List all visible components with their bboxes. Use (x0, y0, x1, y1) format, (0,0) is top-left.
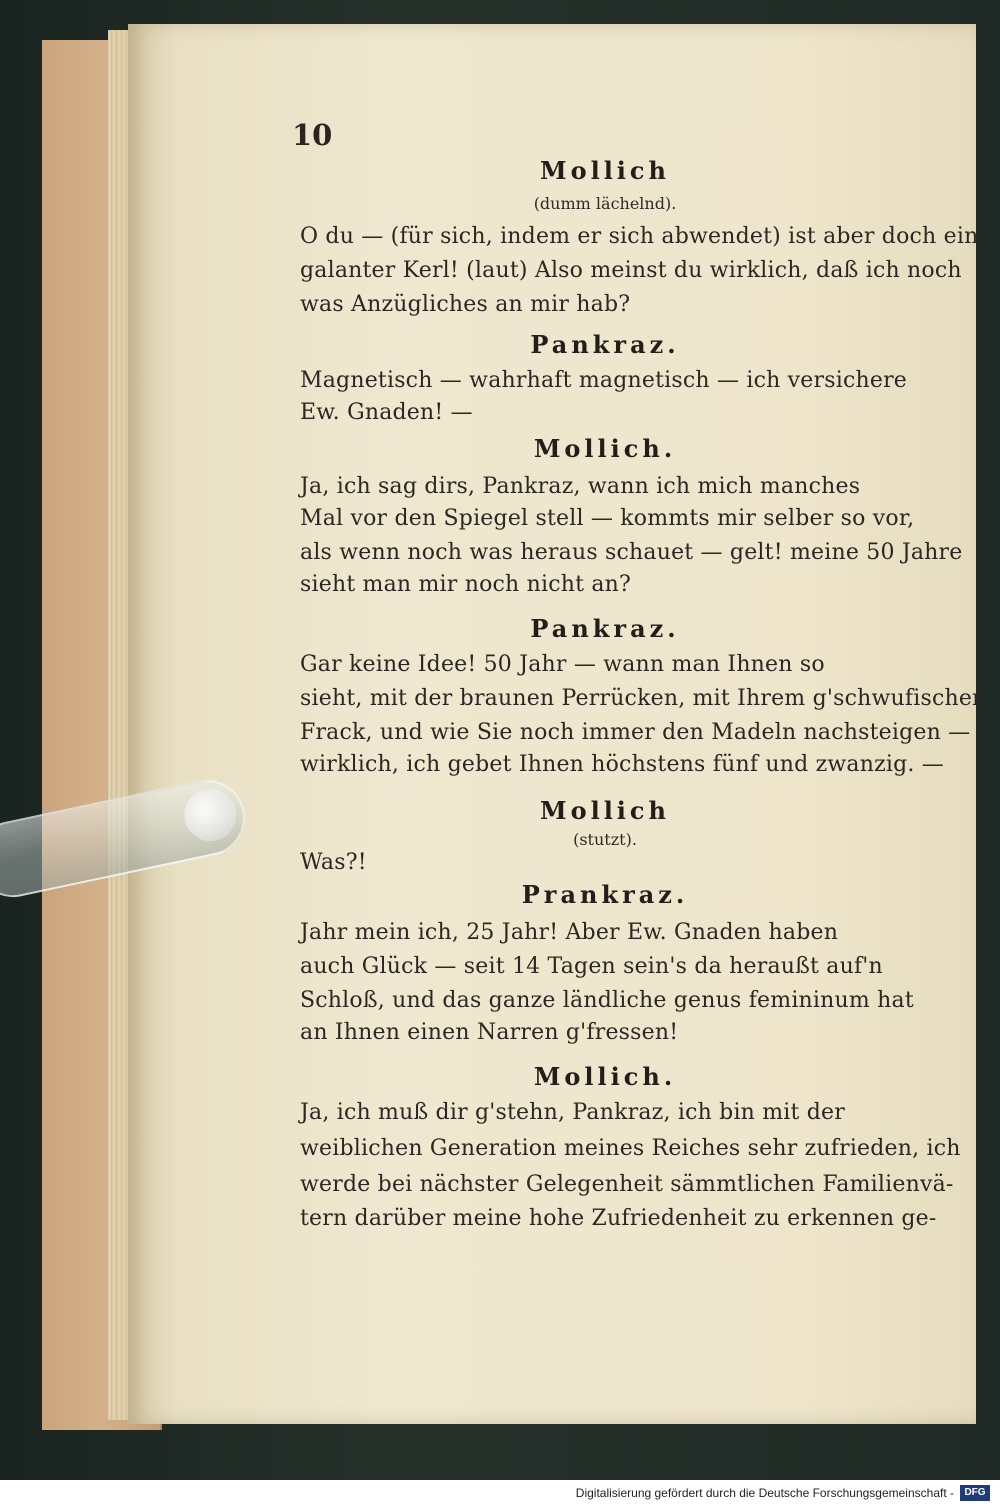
text-line: als wenn noch was heraus schauet — gelt! meine 50 Jahre (300, 540, 963, 565)
text-line: Magnetisch — wahrhaft magnetisch — ich versichere (300, 368, 908, 393)
speaker-heading: Pankraz. (530, 614, 680, 643)
text-line: weiblichen Generation meines Reiches sehr zufrieden, ich (300, 1136, 961, 1161)
speaker-heading: Mollich. (533, 1062, 677, 1091)
speaker-heading: Mollich. (533, 434, 677, 463)
page-number: 10 (292, 118, 333, 152)
text-line: Ew. Gnaden! — (300, 400, 473, 425)
stage-direction: (dumm lächelnd). (533, 194, 677, 213)
text-line: was Anzügliches an mir hab? (300, 292, 631, 317)
text-line: sieht man mir noch nicht an? (300, 572, 632, 597)
stage-direction: (stutzt). (573, 830, 637, 849)
text-line: Mal vor den Spiegel stell — kommts mir selber so vor, (300, 506, 915, 531)
glass-page-weight-tip (179, 784, 241, 846)
text-line: Jahr mein ich, 25 Jahr! Aber Ew. Gnaden haben (300, 920, 839, 945)
footer-credit: Digitalisierung gefördert durch die Deutsche Forschungsgemeinschaft - (575, 1486, 954, 1500)
speaker-heading: Mollich (540, 796, 670, 825)
text-line: wirklich, ich gebet Ihnen höchstens fünf und zwanzig. — (300, 752, 944, 777)
text-line: galanter Kerl! (laut) Also meinst du wirklich, daß ich noch (300, 258, 962, 283)
text-line: Schloß, und das ganze ländliche genus femininum hat (300, 988, 914, 1013)
footer-bar (0, 1480, 1000, 1508)
speaker-heading: Pankraz. (530, 330, 680, 359)
text-line: werde bei nächster Gelegenheit sämmtlichen Familienvä- (300, 1172, 954, 1197)
text-line: Ja, ich muß dir g'stehn, Pankraz, ich bin mit der (300, 1100, 845, 1125)
text-line: auch Glück — seit 14 Tagen sein's da heraußt auf'n (300, 954, 883, 979)
text-line: sieht, mit der braunen Perrücken, mit Ihrem g'schwufischen (300, 686, 987, 711)
text-line: Ja, ich sag dirs, Pankraz, wann ich mich manches (300, 474, 861, 499)
text-line: an Ihnen einen Narren g'fressen! (300, 1020, 679, 1045)
text-line: tern darüber meine hohe Zufriedenheit zu erkennen ge- (300, 1206, 937, 1231)
text-line: Was?! (300, 850, 367, 875)
dfg-logo: DFG (960, 1485, 990, 1501)
text-line: Frack, und wie Sie noch immer den Madeln nachsteigen — (300, 720, 971, 745)
text-line: O du — (für sich, indem er sich abwendet) ist aber doch ein (300, 224, 979, 249)
speaker-heading: Mollich (540, 156, 670, 185)
speaker-heading: Prankraz. (521, 880, 689, 909)
text-line: Gar keine Idee! 50 Jahr — wann man Ihnen so (300, 652, 825, 677)
